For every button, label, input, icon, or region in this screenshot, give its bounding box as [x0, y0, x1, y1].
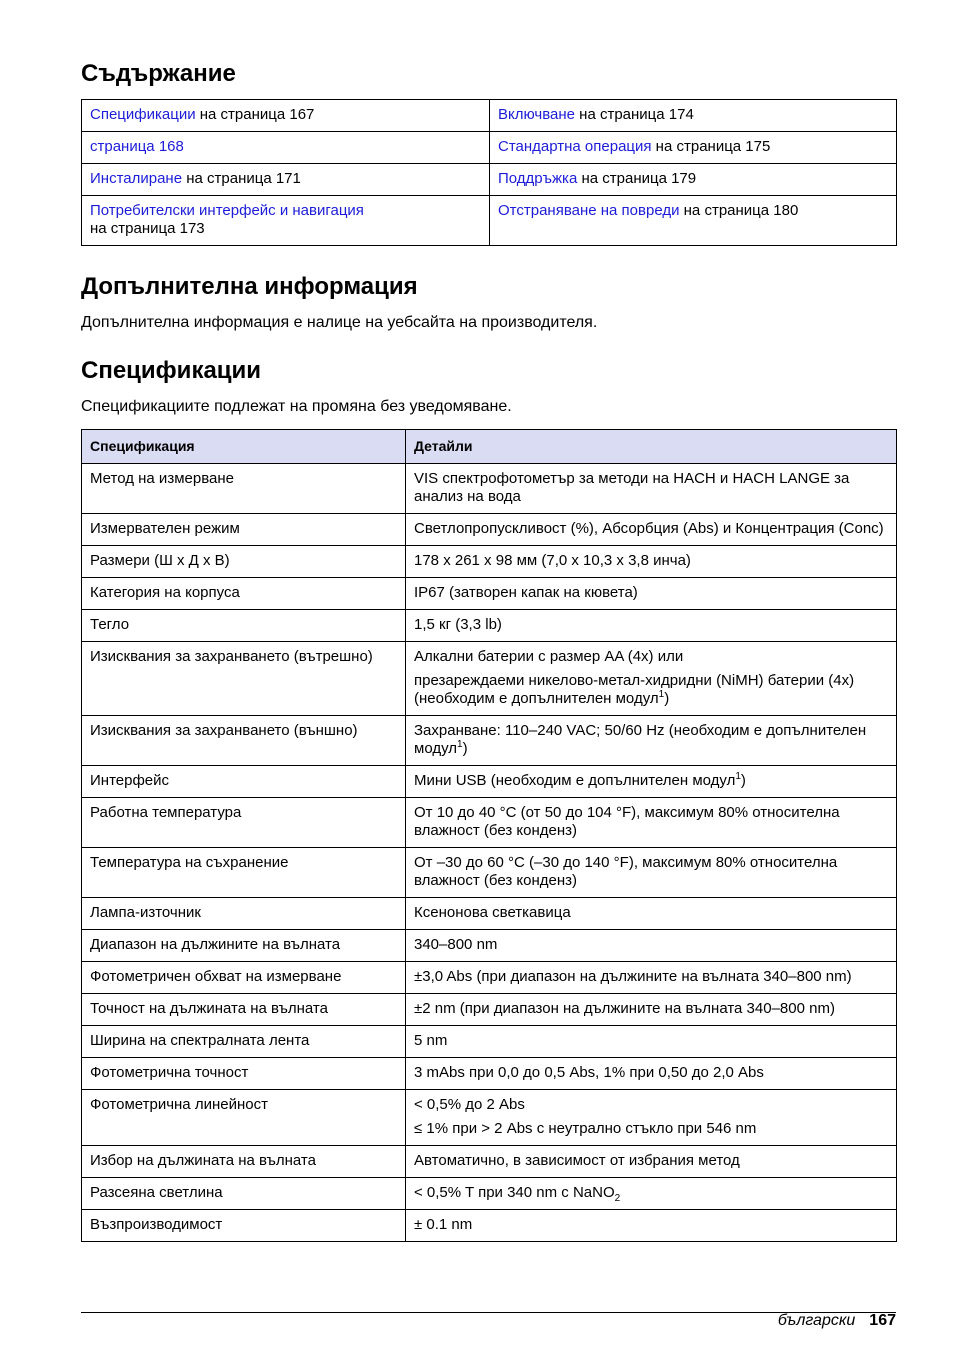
- spec-row: [82, 1146, 897, 1178]
- spec-row: [82, 1210, 897, 1242]
- toc-page-ref: на страница 175: [651, 138, 771, 155]
- toc-row: [82, 100, 897, 132]
- spec-detail-cell: [406, 930, 897, 962]
- spec-row: [82, 766, 897, 798]
- toc-row: [82, 132, 897, 164]
- toc-page-ref: на страница 179: [577, 170, 697, 187]
- toc-link[interactable]: Стандартна операция: [498, 138, 652, 155]
- spec-header-row: [82, 430, 897, 464]
- subscript: 2: [614, 1193, 621, 1204]
- spec-detail-cell: [406, 1146, 897, 1178]
- footnote-marker: 1: [735, 771, 741, 782]
- footnote-marker: 1: [658, 689, 665, 700]
- spec-detail: ±2 nm (при диапазон на дължините на вълната 340–800 nm): [414, 1000, 835, 1017]
- spec-detail: Ксенонова светкавица: [414, 904, 571, 921]
- spec-header-name: Спецификация: [82, 430, 406, 464]
- spec-row: [82, 930, 897, 962]
- spec-detail: 5 nm: [414, 1032, 448, 1049]
- spec-row: [82, 642, 897, 716]
- spec-detail: IP67 (затворен капак на кювета): [414, 584, 638, 601]
- toc-page-ref: на страница 167: [195, 106, 315, 123]
- spec-row: [82, 1090, 897, 1146]
- additional-info-heading: Допълнителна информация: [81, 273, 418, 300]
- spec-row: [82, 848, 897, 898]
- specifications-heading: Спецификации: [81, 357, 262, 384]
- toc-link[interactable]: Включване: [498, 106, 575, 123]
- toc-link[interactable]: Потребителски интерфейс и навигация: [90, 202, 364, 219]
- spec-row: [82, 1058, 897, 1090]
- spec-name: Категория на корпуса: [82, 578, 406, 610]
- spec-detail: ±3,0 Abs (при диапазон на дължините на вълната 340–800 nm): [414, 968, 852, 985]
- spec-detail: Мини USB (необходим е допълнителен модул: [414, 772, 736, 789]
- spec-name: Размери (Ш x Д x В): [82, 546, 406, 578]
- spec-row: [82, 798, 897, 848]
- spec-header-details: Детайли: [406, 430, 897, 464]
- spec-detail-line2: презареждаеми никелово-метал-хидридни (NiMH) батерии (4x) (необходим е допълнителен модул: [414, 672, 855, 707]
- spec-row: [82, 546, 897, 578]
- spec-name: Метод на измерване: [82, 464, 406, 514]
- toc-row: [82, 164, 897, 196]
- spec-detail-tail: ): [462, 740, 468, 757]
- spec-row: [82, 994, 897, 1026]
- spec-detail-cell: [406, 716, 897, 766]
- spec-row: [82, 898, 897, 930]
- spec-detail: От –30 до 60 °C (–30 до 140 °F), максимум 80% относителна влажност (без конденз): [414, 854, 838, 889]
- spec-name: Измервателен режим: [82, 514, 406, 546]
- spec-name: Ширина на спектралната лента: [82, 1026, 406, 1058]
- footnote-marker: 1: [457, 739, 463, 750]
- footer-rule: [81, 1312, 896, 1313]
- spec-detail: < 0,5% T при 340 nm с NaNO: [414, 1184, 615, 1201]
- spec-name: Разсеяна светлина: [82, 1178, 406, 1210]
- spec-detail-cell: [406, 798, 897, 848]
- spec-row: [82, 578, 897, 610]
- spec-name: Температура на съхранение: [82, 848, 406, 898]
- toc-cell: [490, 196, 897, 246]
- toc-cell: [490, 132, 897, 164]
- spec-detail-cell: [406, 546, 897, 578]
- spec-detail-tail: ): [740, 772, 746, 789]
- spec-detail-cell: [406, 610, 897, 642]
- spec-name: Изисквания за захранването (вътрешно): [82, 642, 406, 716]
- spec-name: Работна температура: [82, 798, 406, 848]
- toc-heading: Съдържание: [81, 60, 236, 87]
- specifications-table: [81, 429, 897, 1242]
- spec-name: Избор на дължината на вълната: [82, 1146, 406, 1178]
- spec-detail-cell: [406, 766, 897, 798]
- toc-page-ref: на страница 171: [182, 170, 301, 187]
- spec-detail: VIS спектрофотометър за методи на HACH и HACH LANGE за анализ на вода: [414, 470, 850, 505]
- spec-detail: 178 x 261 x 98 мм (7,0 x 10,3 x 3,8 инча): [414, 552, 691, 569]
- toc-link[interactable]: Инсталиране: [90, 170, 183, 187]
- spec-name: Възпроизводимост: [82, 1210, 406, 1242]
- toc-cell: [82, 132, 490, 164]
- toc-cell: [82, 100, 490, 132]
- toc-page-ref: на страница 173: [90, 220, 205, 237]
- toc-cell: [490, 164, 897, 196]
- spec-name: Фотометрична точност: [82, 1058, 406, 1090]
- spec-detail-cell: [406, 642, 897, 716]
- spec-name: Тегло: [82, 610, 406, 642]
- spec-name: Фотометричен обхват на измерване: [82, 962, 406, 994]
- spec-detail-tail: ): [664, 690, 670, 707]
- toc-cell: [490, 100, 897, 132]
- spec-detail: 3 mAbs при 0,0 до 0,5 Abs, 1% при 0,50 до 2,0 Abs: [414, 1064, 764, 1081]
- spec-row: [82, 1026, 897, 1058]
- spec-detail-cell: [406, 1058, 897, 1090]
- spec-row: [82, 962, 897, 994]
- spec-name: Изисквания за захранването (външно): [82, 716, 406, 766]
- toc-cell: [82, 196, 490, 246]
- specifications-intro: Спецификациите подлежат на промяна без уведомяване.: [81, 398, 512, 415]
- footer-language: български: [777, 1312, 856, 1329]
- spec-detail-cell: [406, 1090, 897, 1146]
- spec-row: [82, 716, 897, 766]
- additional-info-text: Допълнителна информация е налице на уебсайта на производителя.: [81, 314, 598, 331]
- spec-detail: Автоматично, в зависимост от избрания метод: [414, 1152, 740, 1169]
- spec-row: [82, 1178, 897, 1210]
- spec-name: Фотометрична линейност: [82, 1090, 406, 1146]
- toc-link[interactable]: Поддръжка: [498, 170, 578, 187]
- spec-row: [82, 464, 897, 514]
- toc-page-ref: на страница 174: [575, 106, 694, 123]
- toc-link[interactable]: Отстраняване на повреди: [498, 202, 680, 219]
- spec-name: Точност на дължината на вълната: [82, 994, 406, 1026]
- spec-name: Лампа-източник: [82, 898, 406, 930]
- spec-detail: Захранване: 110–240 VAC; 50/60 Hz (необходим е допълнителен модул: [414, 722, 867, 757]
- spec-detail: < 0,5% до 2 Abs: [414, 1096, 525, 1113]
- spec-detail-cell: [406, 962, 897, 994]
- spec-detail-cell: [406, 1026, 897, 1058]
- spec-detail-cell: [406, 994, 897, 1026]
- spec-detail-cell: [406, 1178, 897, 1210]
- spec-detail-cell: [406, 464, 897, 514]
- spec-detail-cell: [406, 898, 897, 930]
- spec-detail: ± 0.1 nm: [414, 1216, 473, 1233]
- spec-row: [82, 610, 897, 642]
- spec-detail-cell: [406, 578, 897, 610]
- spec-name: Диапазон на дължините на вълната: [82, 930, 406, 962]
- spec-detail-cell: [406, 514, 897, 546]
- spec-name: Интерфейс: [82, 766, 406, 798]
- toc-link[interactable]: Спецификации: [90, 106, 196, 123]
- spec-detail: 1,5 кг (3,3 lb): [414, 616, 502, 633]
- spec-detail-cell: [406, 1210, 897, 1242]
- spec-detail: Алкални батерии с размер AA (4x) или: [414, 648, 684, 665]
- toc-link[interactable]: страница 168: [90, 138, 184, 155]
- spec-detail-cell: [406, 848, 897, 898]
- toc-cell: [82, 164, 490, 196]
- spec-detail: Светлопропускливост (%), Абсорбция (Abs) и Концентрация (Conc): [414, 520, 884, 537]
- spec-row: [82, 514, 897, 546]
- spec-detail-line2: ≤ 1% при > 2 Abs с неутрално стъкло при 546 nm: [414, 1120, 757, 1137]
- spec-detail: 340–800 nm: [414, 936, 498, 953]
- page-footer: [778, 1312, 896, 1330]
- toc-page-ref: на страница 180: [679, 202, 799, 219]
- spec-detail: От 10 до 40 °C (от 50 до 104 °F), максимум 80% относителна влажност (без конденз): [414, 804, 840, 839]
- page-number: 167: [869, 1312, 896, 1329]
- toc-row: [82, 196, 897, 246]
- toc-table: [81, 99, 897, 246]
